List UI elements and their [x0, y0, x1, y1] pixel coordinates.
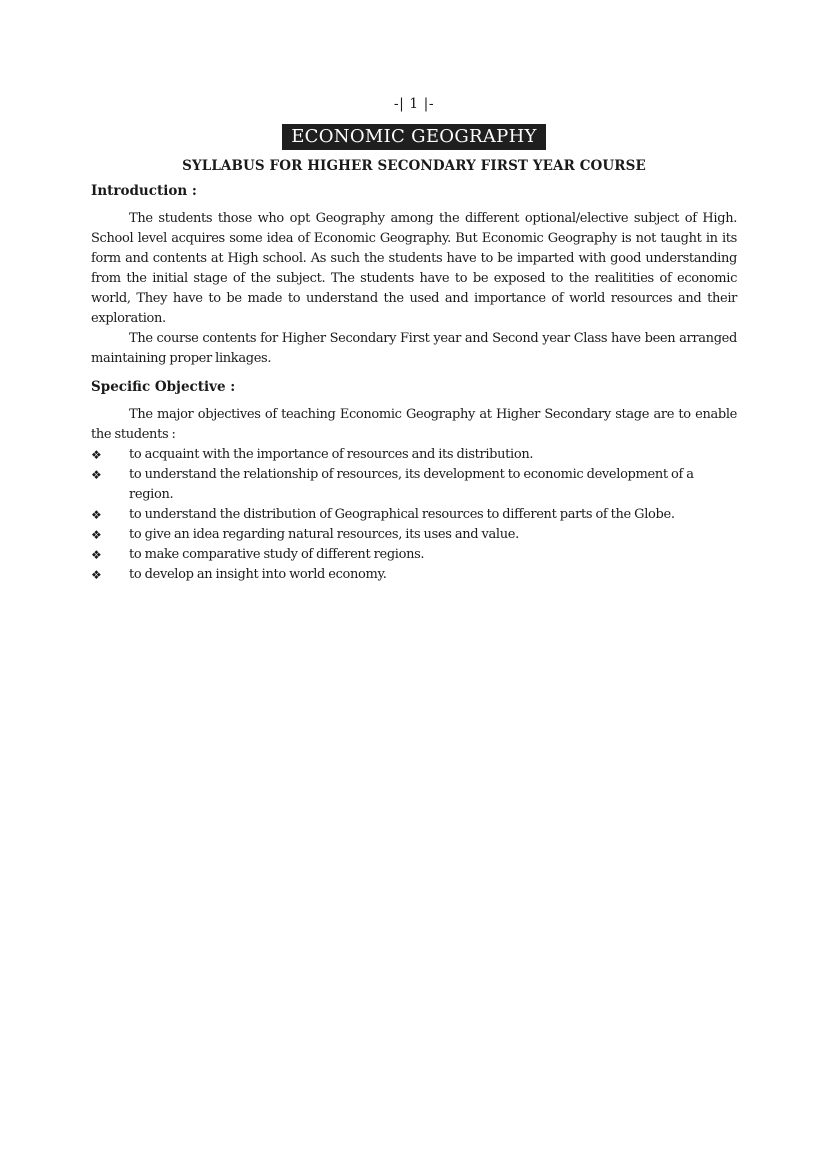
- document-title: ECONOMIC GEOGRAPHY: [282, 124, 546, 150]
- diamond-bullet-icon: ❖: [91, 568, 102, 582]
- introduction-paragraph-2: The course contents for Higher Secondary First year and Second year Class have been arranged maintaining proper linkages.: [91, 331, 737, 366]
- list-item: [91, 525, 737, 545]
- title-container: [91, 124, 737, 150]
- diamond-bullet-icon: ❖: [91, 508, 102, 522]
- list-item: [91, 465, 737, 505]
- specific-objective-heading: Specific Objective :: [91, 379, 236, 395]
- page-number: -| 1 |-: [393, 96, 435, 112]
- section-gap: [91, 369, 737, 379]
- document-page: [91, 96, 737, 585]
- diamond-bullet-icon: ❖: [91, 528, 102, 542]
- list-item: [91, 505, 737, 525]
- introduction-paragraph-1: The students those who opt Geography among the different optional/elective subject of High. School level acquires some idea of Economic Geography. But Economic Geography is not taught in its form and contents at High school. As such the students have to be imparted with good understanding from the initial stage of the subject. The students have to be exposed to the realitities of economic world, They have to be made to understand the used and importance of world resources and their exploration.: [91, 211, 737, 326]
- diamond-bullet-icon: ❖: [91, 548, 102, 562]
- objective-text: to develop an insight into world economy.: [129, 567, 387, 582]
- introduction-heading: Introduction :: [91, 183, 197, 199]
- objective-text: to understand the distribution of Geographical resources to different parts of the Globe.: [129, 507, 675, 522]
- objective-text: to make comparative study of different regions.: [129, 547, 425, 562]
- list-item: [91, 565, 737, 585]
- objective-text: to acquaint with the importance of resources and its distribution.: [129, 447, 534, 462]
- specific-objective-intro: The major objectives of teaching Economic Geography at Higher Secondary stage are to enable the students :: [91, 407, 737, 442]
- diamond-bullet-icon: ❖: [91, 448, 102, 462]
- objective-text: to understand the relationship of resources, its development to economic development of a region.: [129, 467, 694, 502]
- objective-text: to give an idea regarding natural resources, its uses and value.: [129, 527, 519, 542]
- list-item: [91, 545, 737, 565]
- document-subtitle: SYLLABUS FOR HIGHER SECONDARY FIRST YEAR COURSE: [182, 158, 646, 174]
- diamond-bullet-icon: ❖: [91, 468, 102, 482]
- objectives-list: [91, 445, 737, 585]
- list-item: [91, 445, 737, 465]
